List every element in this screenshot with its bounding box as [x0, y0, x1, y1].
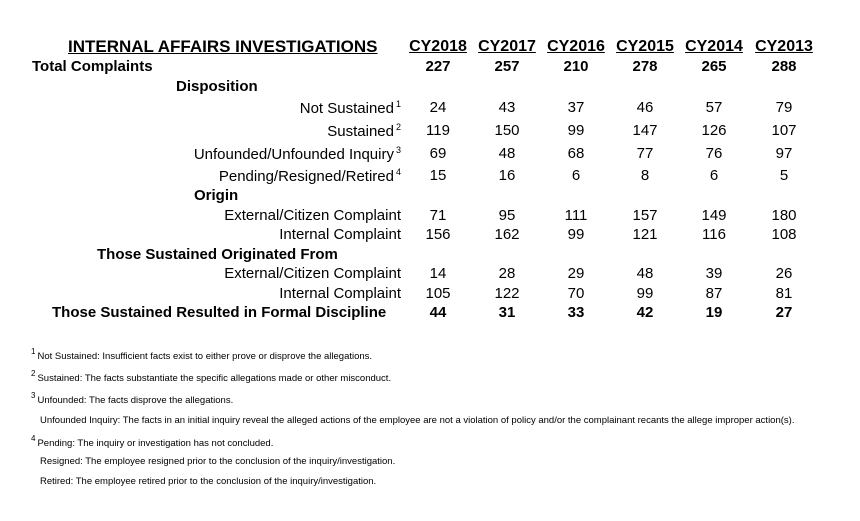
cell: 147 — [632, 122, 658, 139]
cell: 42 — [636, 304, 654, 321]
row-label: Not Sustained $^1$ — [299, 99, 401, 117]
year-header: CY2017 — [478, 38, 536, 55]
row-label: Internal Complaint — [279, 285, 401, 302]
cell: 121 — [632, 226, 658, 243]
table-row-total-complaints — [0, 58, 860, 78]
cell: 28 — [498, 265, 516, 282]
table-row — [0, 207, 860, 227]
footnote: $^2$ Sustained: The facts substantiate the specific allegations made or other misconduct. — [31, 369, 392, 384]
table-row — [0, 285, 860, 305]
year-header: CY2016 — [547, 38, 605, 55]
cell: 31 — [498, 304, 516, 321]
cell: 105 — [425, 285, 451, 302]
cell: 16 — [498, 167, 516, 184]
cell: 6 — [571, 167, 581, 184]
table-row-formal-discipline — [0, 304, 860, 324]
row-label: Sustained $^2$ — [327, 122, 401, 140]
cell: 26 — [775, 265, 793, 282]
cell: 71 — [429, 207, 447, 224]
cell: 126 — [701, 122, 727, 139]
footnote: Unfounded Inquiry: The facts in an initial inquiry reveal the alleged actions of the employee are not a violation of policy and/or the complainant recants the allege improper action(s). — [40, 415, 795, 426]
cell: 227 — [425, 58, 451, 75]
section-heading-origin: Origin — [194, 187, 239, 204]
row-label: Those Sustained Resulted in Formal Discipline — [52, 304, 387, 321]
row-label: Internal Complaint — [279, 226, 401, 243]
table-row — [0, 265, 860, 285]
cell: 14 — [429, 265, 447, 282]
cell: 150 — [494, 122, 520, 139]
table-row — [0, 145, 860, 165]
cell: 46 — [636, 99, 654, 116]
cell: 278 — [632, 58, 658, 75]
cell: 111 — [564, 207, 588, 224]
cell: 39 — [705, 265, 723, 282]
cell: 79 — [775, 99, 793, 116]
cell: 5 — [779, 167, 789, 184]
table-title: INTERNAL AFFAIRS INVESTIGATIONS — [68, 37, 378, 56]
cell: 81 — [775, 285, 793, 302]
cell: 99 — [636, 285, 654, 302]
row-label: Pending/Resigned/Retired $^4$ — [218, 167, 401, 185]
cell: 116 — [702, 226, 726, 243]
cell: 68 — [567, 145, 585, 162]
cell: 24 — [429, 99, 447, 116]
row-label: Unfounded/Unfounded Inquiry $^3$ — [193, 145, 401, 163]
cell: 257 — [494, 58, 520, 75]
cell: 99 — [567, 226, 585, 243]
footnote: $^4$ Pending: The inquiry or investigation has not concluded. — [31, 434, 274, 449]
cell: 87 — [705, 285, 723, 302]
year-header: CY2015 — [616, 38, 674, 55]
cell: 27 — [775, 304, 793, 321]
cell: 33 — [567, 304, 585, 321]
section-heading-sustained-origin: Those Sustained Originated From — [97, 246, 338, 263]
table-row — [0, 167, 860, 187]
cell: 149 — [701, 207, 727, 224]
footnote: $^1$ Not Sustained: Insufficient facts exist to either prove or disprove the allegations. — [31, 347, 373, 362]
cell: 288 — [771, 58, 797, 75]
cell: 8 — [640, 167, 650, 184]
cell: 48 — [636, 265, 654, 282]
cell: 210 — [563, 58, 589, 75]
cell: 97 — [775, 145, 793, 162]
section-heading-disposition: Disposition — [176, 78, 258, 95]
cell: 69 — [429, 145, 447, 162]
footnote: Retired: The employee retired prior to the conclusion of the inquiry/investigation. — [40, 476, 377, 487]
cell: 157 — [632, 207, 658, 224]
cell: 37 — [567, 99, 585, 116]
cell: 180 — [771, 207, 797, 224]
year-header: CY2014 — [685, 38, 743, 55]
year-header: CY2018 — [409, 38, 467, 55]
cell: 265 — [701, 58, 727, 75]
cell: 156 — [425, 226, 451, 243]
table-row — [0, 99, 860, 119]
row-label: External/Citizen Complaint — [224, 265, 401, 282]
cell: 15 — [429, 167, 447, 184]
cell: 57 — [705, 99, 723, 116]
cell: 48 — [498, 145, 516, 162]
cell: 108 — [771, 226, 797, 243]
cell: 99 — [567, 122, 585, 139]
cell: 29 — [567, 265, 585, 282]
cell: 6 — [709, 167, 719, 184]
cell: 44 — [429, 304, 447, 321]
cell: 122 — [494, 285, 520, 302]
cell: 77 — [636, 145, 654, 162]
cell: 76 — [705, 145, 723, 162]
row-label: Total Complaints — [32, 58, 153, 75]
table-row — [0, 122, 860, 142]
year-header: CY2013 — [755, 38, 813, 55]
row-label: External/Citizen Complaint — [224, 207, 401, 224]
footnote: $^3$ Unfounded: The facts disprove the allegations. — [31, 391, 234, 406]
footnote: Resigned: The employee resigned prior to the conclusion of the inquiry/investigation. — [40, 456, 396, 467]
cell: 119 — [426, 122, 450, 139]
table-row — [0, 226, 860, 246]
cell: 107 — [771, 122, 797, 139]
cell: 19 — [705, 304, 723, 321]
cell: 162 — [494, 226, 520, 243]
cell: 43 — [498, 99, 516, 116]
cell: 70 — [567, 285, 585, 302]
cell: 95 — [498, 207, 516, 224]
